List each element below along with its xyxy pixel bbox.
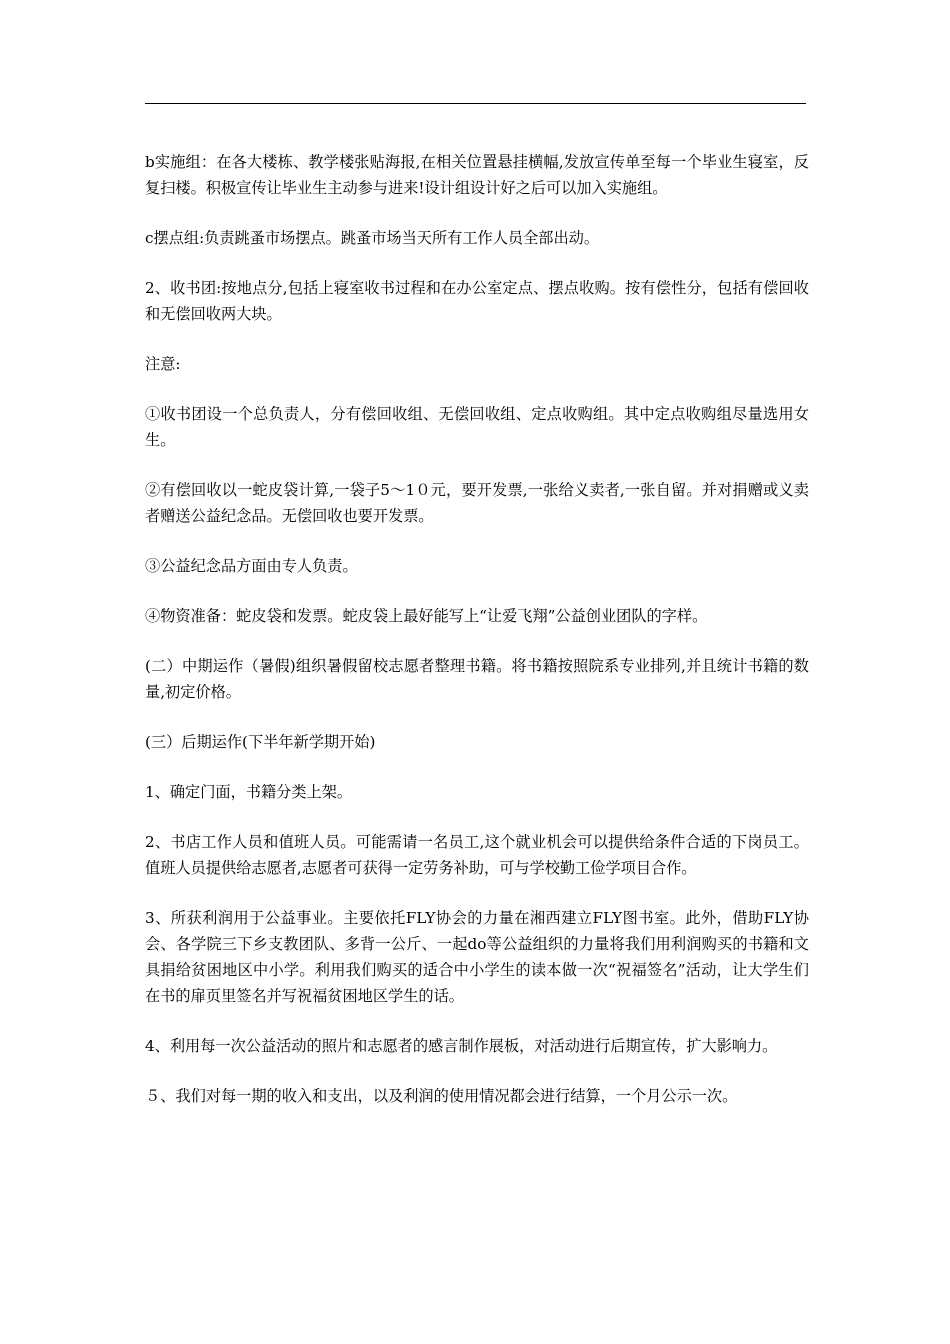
- paragraph-stall-group: c摆点组:负责跳蚤市场摆点。跳蚤市场当天所有工作人员全部出动。: [145, 229, 600, 247]
- paragraph-note-3: ③公益纪念品方面由专人负责。: [145, 557, 358, 575]
- paragraph-implementation-group: b实施组：在各大楼栋、教学楼张贴海报,在相关位置悬挂横幅,发放宣传单至每一个毕业生寝室，反复扫楼。积极宣传让毕业生主动参与进来!设计组设计好之后可以加入实施组。: [145, 153, 809, 197]
- paragraph-note-1: ①收书团设一个总负责人，分有偿回收组、无偿回收组、定点收购组。其中定点收购组尽量选用女生。: [145, 405, 809, 449]
- paragraph-late-4: 4、利用每一次公益活动的照片和志愿者的感言制作展板，对活动进行后期宣传，扩大影响力。: [145, 1037, 778, 1055]
- paragraph-late-1: 1、确定门面，书籍分类上架。: [145, 783, 353, 801]
- paragraph-late-5: ５、我们对每一期的收入和支出，以及利润的使用情况都会进行结算，一个月公示一次。: [145, 1087, 738, 1105]
- header-rule: [145, 103, 806, 104]
- paragraph-note-2: ②有偿回收以一蛇皮袋计算,一袋子5～1０元，要开发票,一张给义卖者,一张自留。并对捐赠或义卖者赠送公益纪念品。无偿回收也要开发票。: [145, 481, 809, 525]
- paragraph-note-4: ④物资准备：蛇皮袋和发票。蛇皮袋上最好能写上“让爱飞翔”公益创业团队的字样。: [145, 607, 708, 625]
- paragraph-late-stage-heading: (三）后期运作(下半年新学期开始): [145, 733, 376, 751]
- document-body: [145, 149, 809, 1109]
- paragraph-mid-stage: (二）中期运作（暑假)组织暑假留校志愿者整理书籍。将书籍按照院系专业排列,并且统计书籍的数量,初定价格。: [145, 657, 809, 701]
- paragraph-notes-heading: 注意:: [145, 355, 181, 373]
- paragraph-late-3: 3、所获利润用于公益事业。主要依托FLY协会的力量在湘西建立FLY图书室。此外，借助FLY协会、各学院三下乡支教团队、多背一公斤、一起do等公益组织的力量将我们用利润购买的书籍和文具捐给贫困地区中小学。利用我们购买的适合中小学生的读本做一次“祝福签名”活动，让大学生们在书的扉页里签名并写祝福贫困地区学生的话。: [145, 909, 809, 1005]
- paragraph-late-2: 2、书店工作人员和值班人员。可能需请一名员工,这个就业机会可以提供给条件合适的下岗员工。值班人员提供给志愿者,志愿者可获得一定劳务补助，可与学校勤工俭学项目合作。: [145, 833, 809, 877]
- paragraph-book-collection: 2、收书团:按地点分,包括上寝室收书过程和在办公室定点、摆点收购。按有偿性分，包括有偿回收和无偿回收两大块。: [145, 279, 809, 323]
